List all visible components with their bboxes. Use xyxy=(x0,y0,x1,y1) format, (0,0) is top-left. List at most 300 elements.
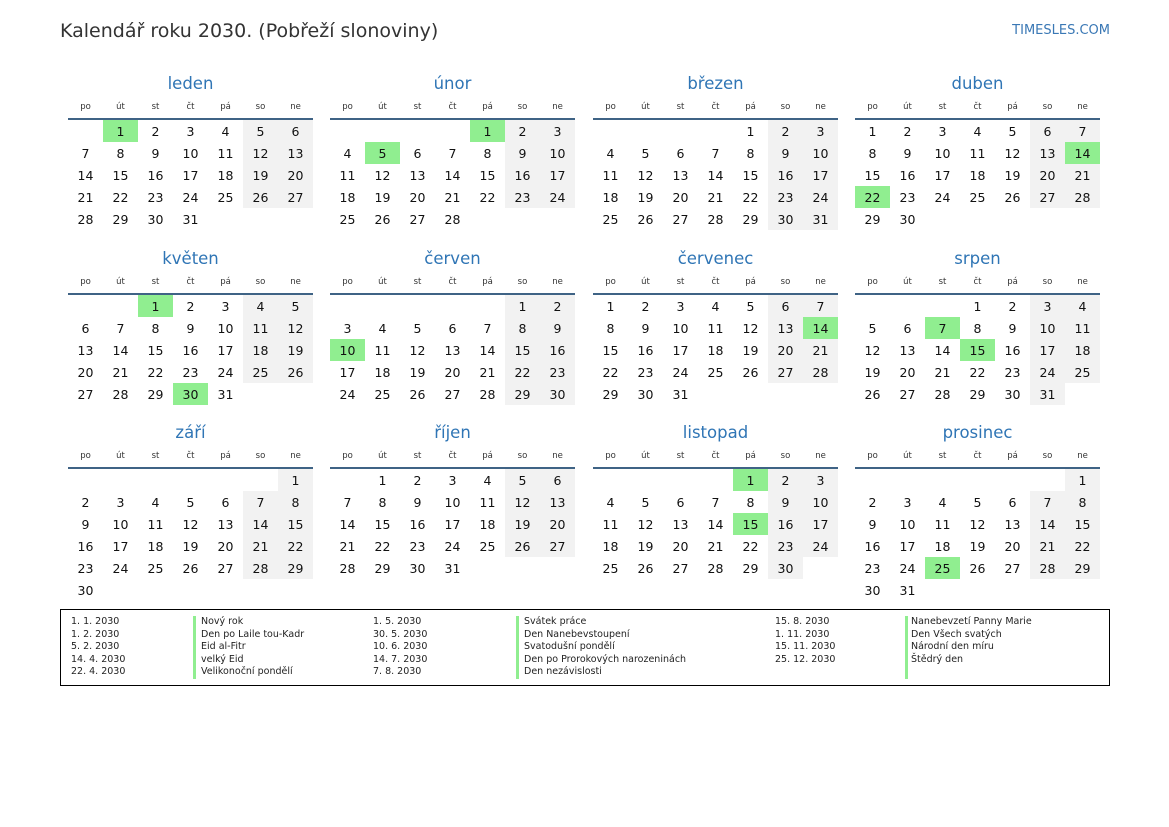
legend-date-column xyxy=(373,616,427,679)
weekday-label: st xyxy=(938,102,947,112)
day-cell: 28 xyxy=(77,211,94,227)
day-cell: 12 xyxy=(182,516,199,532)
month-name: říjen xyxy=(434,423,471,442)
day-cell: 18 xyxy=(602,189,619,205)
weekday-label: ne xyxy=(552,451,563,461)
holiday-day-cell: 5 xyxy=(365,142,400,164)
day-cell: 15 xyxy=(479,167,496,183)
day-cell: 5 xyxy=(868,320,877,336)
day-cell: 18 xyxy=(602,538,619,554)
weekday-label: so xyxy=(255,277,266,287)
legend-name-column xyxy=(201,616,304,679)
day-cell: 11 xyxy=(707,320,724,336)
day-cell: 22 xyxy=(742,538,759,554)
day-cell: 10 xyxy=(934,145,951,161)
day-cell: 11 xyxy=(969,145,986,161)
day-cell: 31 xyxy=(899,582,916,598)
weekday-label: čt xyxy=(448,102,457,112)
day-cell: 21 xyxy=(243,535,278,557)
legend-holiday-name: Den nezávislosti xyxy=(524,666,602,678)
day-cell: 18 xyxy=(969,167,986,183)
weekday-header xyxy=(593,96,838,120)
weekday-label: út xyxy=(378,277,387,287)
weekday-label: po xyxy=(80,102,91,112)
day-cell: 13 xyxy=(1030,142,1065,164)
weekday-label: so xyxy=(255,451,266,461)
empty-cell xyxy=(68,295,103,317)
day-cell: 10 xyxy=(112,516,129,532)
day-cell: 26 xyxy=(1004,189,1021,205)
day-cell: 7 xyxy=(1065,120,1100,142)
weekday-label: čt xyxy=(186,451,195,461)
weekday-header xyxy=(68,445,313,469)
site-link[interactable]: TIMESLES.COM xyxy=(1012,23,1110,38)
day-cell: 28 xyxy=(1065,186,1100,208)
day-cell: 17 xyxy=(899,538,916,554)
empty-cell xyxy=(890,469,925,491)
weekday-label: pá xyxy=(745,451,756,461)
day-cell: 18 xyxy=(1065,339,1100,361)
weekday-label: čt xyxy=(973,451,982,461)
day-cell: 13 xyxy=(672,167,689,183)
day-cell: 4 xyxy=(606,494,615,510)
month-block xyxy=(330,247,575,405)
day-cell: 11 xyxy=(339,167,356,183)
day-grid xyxy=(593,120,838,230)
day-cell: 28 xyxy=(339,560,356,576)
day-cell: 13 xyxy=(278,142,313,164)
weekday-label: so xyxy=(780,102,791,112)
day-cell: 2 xyxy=(186,298,195,314)
legend-holiday-marker xyxy=(516,616,519,679)
day-cell: 7 xyxy=(343,494,352,510)
weekday-label: ne xyxy=(815,102,826,112)
day-cell: 18 xyxy=(339,189,356,205)
day-cell: 15 xyxy=(602,342,619,358)
month-name: květen xyxy=(162,249,219,268)
day-cell: 14 xyxy=(444,167,461,183)
day-cell: 8 xyxy=(278,491,313,513)
weekday-label: út xyxy=(903,102,912,112)
day-cell: 20 xyxy=(672,189,689,205)
weekday-label: st xyxy=(151,451,160,461)
empty-cell xyxy=(698,120,733,142)
day-cell: 27 xyxy=(278,186,313,208)
empty-cell xyxy=(400,120,435,142)
month-block xyxy=(855,72,1100,230)
day-cell: 30 xyxy=(409,560,426,576)
weekday-label: čt xyxy=(448,451,457,461)
day-cell: 6 xyxy=(676,494,685,510)
weekday-label: st xyxy=(938,451,947,461)
day-cell: 15 xyxy=(864,167,881,183)
empty-cell xyxy=(593,469,628,491)
day-cell: 2 xyxy=(505,120,540,142)
day-cell: 7 xyxy=(116,320,125,336)
day-cell: 24 xyxy=(112,560,129,576)
day-cell: 4 xyxy=(343,145,352,161)
weekday-label: čt xyxy=(711,277,720,287)
day-cell: 5 xyxy=(413,320,422,336)
day-cell: 2 xyxy=(903,123,912,139)
day-cell: 3 xyxy=(1030,295,1065,317)
day-cell: 20 xyxy=(899,364,916,380)
day-cell: 12 xyxy=(243,142,278,164)
day-cell: 11 xyxy=(934,516,951,532)
weekday-label: po xyxy=(342,102,353,112)
day-cell: 27 xyxy=(672,560,689,576)
day-cell: 21 xyxy=(479,364,496,380)
weekday-label: ne xyxy=(815,277,826,287)
day-cell: 20 xyxy=(1030,164,1065,186)
day-cell: 23 xyxy=(147,189,164,205)
day-cell: 26 xyxy=(864,386,881,402)
empty-cell xyxy=(68,469,103,491)
day-grid xyxy=(855,469,1100,601)
day-cell: 15 xyxy=(147,342,164,358)
weekday-label: so xyxy=(1042,451,1053,461)
day-cell: 23 xyxy=(1004,364,1021,380)
day-cell: 12 xyxy=(278,317,313,339)
weekday-label: ne xyxy=(290,102,301,112)
day-cell: 26 xyxy=(637,211,654,227)
day-cell: 22 xyxy=(112,189,129,205)
holiday-day-cell: 25 xyxy=(925,557,960,579)
empty-cell xyxy=(243,469,278,491)
legend-name-column xyxy=(524,616,686,679)
day-cell: 14 xyxy=(707,167,724,183)
empty-cell xyxy=(628,469,663,491)
day-cell: 15 xyxy=(278,513,313,535)
month-block xyxy=(593,247,838,405)
weekday-label: ne xyxy=(290,451,301,461)
day-cell: 17 xyxy=(217,342,234,358)
weekday-label: pá xyxy=(482,102,493,112)
day-cell: 23 xyxy=(182,364,199,380)
holiday-day-cell: 14 xyxy=(803,317,838,339)
day-cell: 22 xyxy=(742,189,759,205)
day-cell: 7 xyxy=(81,145,90,161)
day-cell: 1 xyxy=(505,295,540,317)
day-cell: 16 xyxy=(899,167,916,183)
empty-cell xyxy=(925,295,960,317)
weekday-label: po xyxy=(605,451,616,461)
weekday-header xyxy=(330,96,575,120)
day-cell: 22 xyxy=(1065,535,1100,557)
day-grid xyxy=(68,469,313,601)
holiday-day-cell: 1 xyxy=(733,469,768,491)
day-cell: 9 xyxy=(505,142,540,164)
day-cell: 29 xyxy=(1065,557,1100,579)
month-block xyxy=(593,72,838,230)
legend-date: 14. 7. 2030 xyxy=(373,653,428,665)
weekday-header xyxy=(68,271,313,295)
day-cell: 21 xyxy=(934,364,951,380)
day-cell: 18 xyxy=(707,342,724,358)
empty-cell xyxy=(925,469,960,491)
day-cell: 9 xyxy=(151,145,160,161)
legend-date: 1. 1. 2030 xyxy=(71,616,120,627)
day-cell: 27 xyxy=(444,386,461,402)
day-cell: 22 xyxy=(479,189,496,205)
day-cell: 16 xyxy=(409,516,426,532)
day-cell: 1 xyxy=(278,469,313,491)
day-cell: 22 xyxy=(969,364,986,380)
day-cell: 29 xyxy=(374,560,391,576)
day-cell: 9 xyxy=(768,491,803,513)
day-cell: 31 xyxy=(217,386,234,402)
weekday-label: út xyxy=(903,451,912,461)
day-cell: 5 xyxy=(186,494,195,510)
legend-holiday-marker xyxy=(193,616,196,679)
day-cell: 1 xyxy=(378,472,387,488)
day-cell: 19 xyxy=(1004,167,1021,183)
day-cell: 6 xyxy=(278,120,313,142)
empty-cell xyxy=(400,295,435,317)
day-cell: 5 xyxy=(641,145,650,161)
weekday-label: út xyxy=(378,451,387,461)
month-block xyxy=(855,247,1100,405)
month-name: červenec xyxy=(677,249,754,268)
weekday-label: st xyxy=(413,102,422,112)
weekday-label: po xyxy=(605,102,616,112)
day-cell: 30 xyxy=(637,386,654,402)
day-cell: 5 xyxy=(1008,123,1017,139)
day-cell: 24 xyxy=(217,364,234,380)
day-cell: 23 xyxy=(77,560,94,576)
empty-cell xyxy=(330,120,365,142)
day-cell: 28 xyxy=(934,386,951,402)
day-cell: 7 xyxy=(711,494,720,510)
day-cell: 15 xyxy=(1065,513,1100,535)
day-cell: 26 xyxy=(374,211,391,227)
legend-date: 15. 11. 2030 xyxy=(775,641,836,653)
day-cell: 17 xyxy=(339,364,356,380)
legend-holiday-name: Nový rok xyxy=(201,616,244,627)
day-cell: 25 xyxy=(479,538,496,554)
empty-cell xyxy=(365,295,400,317)
weekday-label: po xyxy=(605,277,616,287)
day-cell: 11 xyxy=(147,516,164,532)
weekday-header xyxy=(593,271,838,295)
day-cell: 16 xyxy=(77,538,94,554)
empty-cell xyxy=(593,120,628,142)
day-cell: 28 xyxy=(707,211,724,227)
day-cell: 3 xyxy=(676,298,685,314)
day-cell: 8 xyxy=(1065,491,1100,513)
day-cell: 11 xyxy=(243,317,278,339)
day-cell: 16 xyxy=(182,342,199,358)
day-cell: 14 xyxy=(77,167,94,183)
day-cell: 9 xyxy=(186,320,195,336)
day-cell: 18 xyxy=(934,538,951,554)
weekday-label: út xyxy=(116,277,125,287)
month-block xyxy=(68,72,313,230)
day-cell: 15 xyxy=(374,516,391,532)
weekday-label: pá xyxy=(220,277,231,287)
day-cell: 11 xyxy=(479,494,496,510)
legend-date: 14. 4. 2030 xyxy=(71,653,126,665)
day-cell: 14 xyxy=(707,516,724,532)
day-cell: 13 xyxy=(672,516,689,532)
day-cell: 17 xyxy=(803,513,838,535)
day-grid xyxy=(330,469,575,579)
day-cell: 21 xyxy=(1065,164,1100,186)
legend-holiday-marker xyxy=(905,616,908,679)
day-cell: 19 xyxy=(864,364,881,380)
day-grid xyxy=(593,295,838,405)
day-cell: 25 xyxy=(602,211,619,227)
weekday-label: čt xyxy=(973,102,982,112)
day-cell: 17 xyxy=(444,516,461,532)
weekday-label: ne xyxy=(1077,451,1088,461)
day-cell: 24 xyxy=(540,186,575,208)
holiday-day-cell: 7 xyxy=(925,317,960,339)
day-cell: 18 xyxy=(243,339,278,361)
day-cell: 3 xyxy=(803,469,838,491)
day-cell: 10 xyxy=(803,142,838,164)
day-cell: 16 xyxy=(768,513,803,535)
day-cell: 2 xyxy=(641,298,650,314)
empty-cell xyxy=(103,469,138,491)
day-cell: 6 xyxy=(221,494,230,510)
day-cell: 5 xyxy=(746,298,755,314)
day-cell: 20 xyxy=(77,364,94,380)
month-block xyxy=(593,421,838,579)
weekday-label: ne xyxy=(815,451,826,461)
day-cell: 25 xyxy=(969,189,986,205)
legend-holiday-name: Národní den míru xyxy=(911,641,994,653)
empty-cell xyxy=(663,120,698,142)
weekday-label: pá xyxy=(482,277,493,287)
empty-cell xyxy=(173,469,208,491)
day-cell: 21 xyxy=(112,364,129,380)
day-cell: 8 xyxy=(606,320,615,336)
weekday-header xyxy=(855,271,1100,295)
holiday-day-cell: 30 xyxy=(173,383,208,405)
day-cell: 27 xyxy=(77,386,94,402)
day-cell: 3 xyxy=(448,472,457,488)
month-name: srpen xyxy=(954,249,1001,268)
day-cell: 8 xyxy=(116,145,125,161)
day-cell: 28 xyxy=(1030,557,1065,579)
weekday-label: st xyxy=(676,102,685,112)
weekday-header xyxy=(855,445,1100,469)
day-cell: 12 xyxy=(637,516,654,532)
weekday-label: so xyxy=(780,277,791,287)
day-cell: 3 xyxy=(343,320,352,336)
empty-cell xyxy=(330,295,365,317)
day-cell: 12 xyxy=(409,342,426,358)
day-cell: 2 xyxy=(413,472,422,488)
day-cell: 3 xyxy=(540,120,575,142)
day-cell: 29 xyxy=(147,386,164,402)
day-cell: 8 xyxy=(973,320,982,336)
day-cell: 29 xyxy=(742,560,759,576)
day-cell: 30 xyxy=(899,211,916,227)
weekday-header xyxy=(330,271,575,295)
day-cell: 18 xyxy=(479,516,496,532)
day-cell: 27 xyxy=(672,211,689,227)
legend-holiday-name: velký Eid xyxy=(201,653,244,665)
day-cell: 1 xyxy=(868,123,877,139)
day-cell: 28 xyxy=(803,361,838,383)
day-cell: 13 xyxy=(77,342,94,358)
weekday-label: pá xyxy=(220,102,231,112)
day-cell: 3 xyxy=(116,494,125,510)
day-cell: 19 xyxy=(409,364,426,380)
holiday-day-cell: 15 xyxy=(960,339,995,361)
day-cell: 10 xyxy=(182,145,199,161)
day-cell: 29 xyxy=(864,211,881,227)
day-cell: 16 xyxy=(505,164,540,186)
day-cell: 29 xyxy=(969,386,986,402)
empty-cell xyxy=(855,295,890,317)
day-cell: 23 xyxy=(768,535,803,557)
legend-date: 10. 6. 2030 xyxy=(373,641,428,653)
legend-date: 1. 2. 2030 xyxy=(71,628,120,640)
day-cell: 3 xyxy=(903,494,912,510)
day-cell: 16 xyxy=(1004,342,1021,358)
day-cell: 1 xyxy=(973,298,982,314)
day-cell: 10 xyxy=(217,320,234,336)
weekday-label: čt xyxy=(186,277,195,287)
weekday-label: pá xyxy=(1007,451,1018,461)
empty-cell xyxy=(435,120,470,142)
day-cell: 27 xyxy=(540,535,575,557)
day-grid xyxy=(68,295,313,405)
day-cell: 20 xyxy=(278,164,313,186)
day-cell: 3 xyxy=(803,120,838,142)
day-cell: 14 xyxy=(1030,513,1065,535)
day-cell: 23 xyxy=(637,364,654,380)
day-cell: 9 xyxy=(768,142,803,164)
day-cell: 28 xyxy=(479,386,496,402)
day-cell: 13 xyxy=(899,342,916,358)
day-cell: 6 xyxy=(81,320,90,336)
day-cell: 29 xyxy=(742,211,759,227)
day-cell: 17 xyxy=(540,164,575,186)
day-cell: 19 xyxy=(243,164,278,186)
day-cell: 27 xyxy=(1030,186,1065,208)
day-cell: 27 xyxy=(1004,560,1021,576)
day-cell: 19 xyxy=(505,513,540,535)
month-name: prosinec xyxy=(942,423,1013,442)
month-name: duben xyxy=(951,74,1004,93)
day-cell: 23 xyxy=(409,538,426,554)
day-cell: 14 xyxy=(112,342,129,358)
day-cell: 30 xyxy=(1004,386,1021,402)
day-cell: 11 xyxy=(217,145,234,161)
day-cell: 6 xyxy=(448,320,457,336)
day-cell: 4 xyxy=(938,494,947,510)
weekday-label: čt xyxy=(448,277,457,287)
day-cell: 20 xyxy=(444,364,461,380)
day-cell: 19 xyxy=(278,339,313,361)
empty-cell xyxy=(698,469,733,491)
day-cell: 25 xyxy=(1065,361,1100,383)
day-cell: 20 xyxy=(768,339,803,361)
day-cell: 4 xyxy=(483,472,492,488)
day-cell: 1 xyxy=(746,123,755,139)
day-cell: 19 xyxy=(742,342,759,358)
day-cell: 27 xyxy=(768,361,803,383)
empty-cell xyxy=(628,120,663,142)
day-cell: 21 xyxy=(339,538,356,554)
day-cell: 26 xyxy=(182,560,199,576)
day-cell: 7 xyxy=(711,145,720,161)
day-cell: 17 xyxy=(112,538,129,554)
